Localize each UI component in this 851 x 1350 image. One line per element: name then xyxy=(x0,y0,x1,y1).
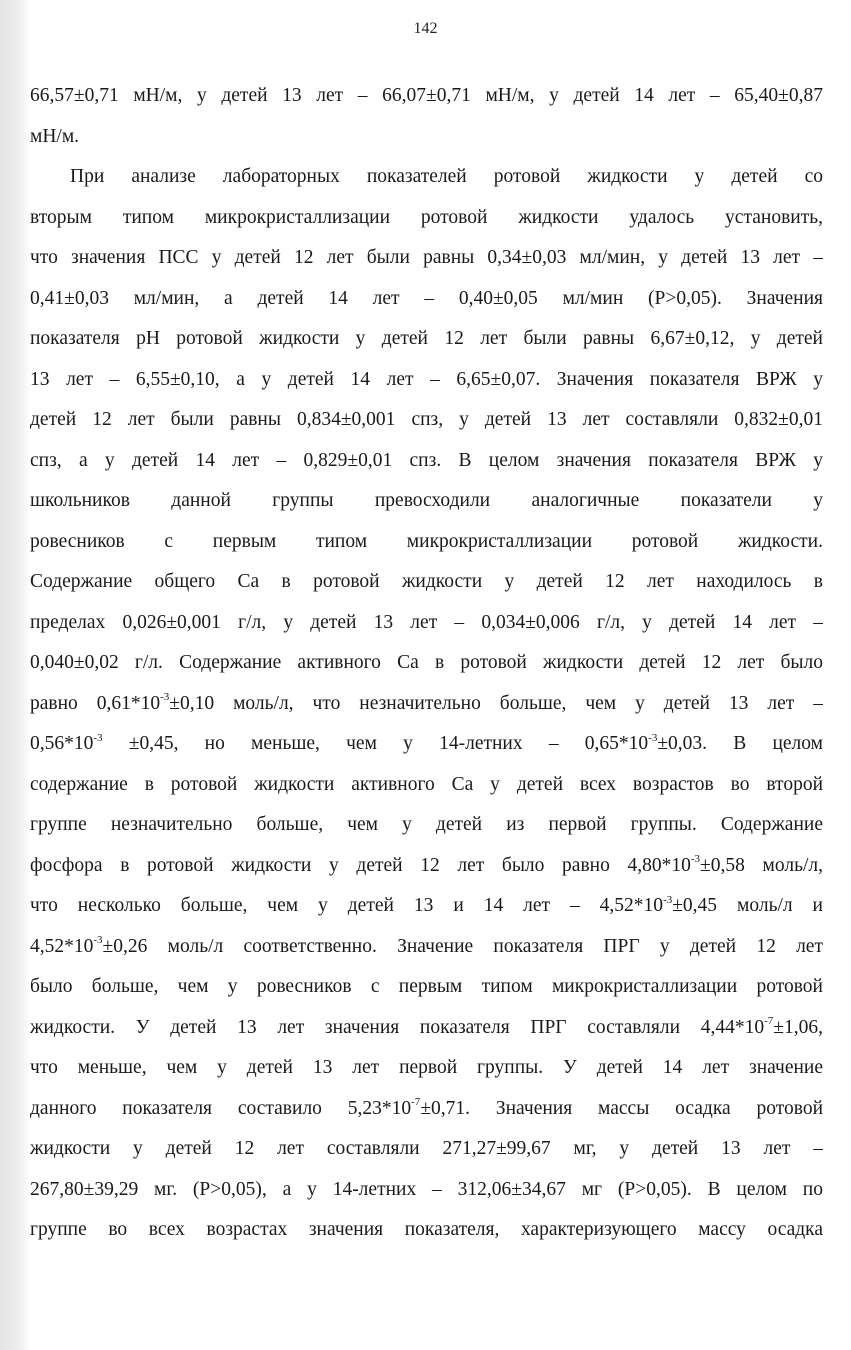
text-line xyxy=(30,1089,823,1130)
text-line: спз, а у детей 14 лет – 0,829±0,01 спз. В целом значения показателя ВРЖ у xyxy=(30,449,823,471)
text-line xyxy=(30,886,823,927)
text-fragment: ±0,26 моль/л соответственно. Значение показателя ПРГ у детей 12 лет xyxy=(102,935,823,957)
text-fragment: жидкости. У детей 13 лет значения показателя ПРГ составляли 4,44*10 xyxy=(30,1016,765,1038)
scan-shadow-edge xyxy=(0,0,30,1350)
text-line: группе во всех возрастах значения показателя, характеризующего массу осадка xyxy=(30,1219,823,1240)
text-line: пределах 0,026±0,001 г/л, у детей 13 лет – 0,034±0,006 г/л, у детей 14 лет – xyxy=(30,611,823,633)
text-fragment: равно 0,61*10 xyxy=(30,692,161,714)
text-line: 13 лет – 6,55±0,10, а у детей 14 лет – 6,65±0,07. Значения показателя ВРЖ у xyxy=(30,368,823,390)
text-line: 0,41±0,03 мл/мин, а детей 14 лет – 0,40±0,05 мл/мин (Р>0,05). Значения xyxy=(30,287,823,309)
exponent: -3 xyxy=(160,691,170,703)
text-line xyxy=(30,1008,823,1049)
text-line xyxy=(30,684,823,725)
exponent: -7 xyxy=(764,1015,774,1027)
exponent: -3 xyxy=(663,893,673,906)
text-line: что значения ПСС у детей 12 лет были равны 0,34±0,03 мл/мин, у детей 13 лет – xyxy=(30,247,823,268)
text-fragment: ±0,45, но меньше, чем у 14-летних – 0,65*10 xyxy=(102,733,649,754)
text-fragment: ±0,71. Значения массы осадка ротовой xyxy=(420,1097,823,1119)
text-fragment: 4,52*10 xyxy=(30,935,94,957)
text-line xyxy=(30,846,823,887)
text-line: жидкости у детей 12 лет составляли 271,27±99,67 мг, у детей 13 лет – xyxy=(30,1138,823,1159)
text-line: было больше, чем у ровесников с первым типом микрокристаллизации ротовой xyxy=(30,976,823,997)
text-line: Содержание общего Са в ротовой жидкости у детей 12 лет находилось в xyxy=(30,571,823,592)
exponent: -3 xyxy=(93,731,103,744)
text-fragment: данного показателя составило 5,23*10 xyxy=(30,1097,412,1119)
page-number: 142 xyxy=(413,20,438,37)
text-line: школьников данной группы превосходили аналогичные показатели у xyxy=(30,490,823,511)
text-line: что меньше, чем у детей 13 лет первой группы. У детей 14 лет значение xyxy=(30,1057,823,1078)
text-fragment: ±0,58 моль/л, xyxy=(700,854,823,876)
exponent: -3 xyxy=(93,934,103,946)
text-line: детей 12 лет были равны 0,834±0,001 спз, у детей 13 лет составляли 0,832±0,01 xyxy=(30,409,823,430)
text-line: ровесников с первым типом микрокристаллизации ротовой жидкости. xyxy=(30,530,823,552)
text-line: 0,040±0,02 г/л. Содержание активного Са в ротовой жидкости детей 12 лет было xyxy=(30,652,823,673)
text-fragment: 0,56*10 xyxy=(30,733,94,754)
text-fragment: ±0,03. В целом xyxy=(657,733,823,754)
text-line: показателя рН ротовой жидкости у детей 12 лет были равны 6,67±0,12, у детей xyxy=(30,328,823,349)
text-line: мН/м. xyxy=(30,125,80,147)
text-line: вторым типом микрокристаллизации ротовой жидкости удалось установить, xyxy=(30,206,823,228)
text-fragment: что несколько больше, чем у детей 13 и 14 лет – 4,52*10 xyxy=(30,895,664,916)
text-fragment: ±0,45 моль/л и xyxy=(672,895,823,916)
text-line: 267,80±39,29 мг. (Р>0,05), а у 14-летних – 312,06±34,67 мг (Р>0,05). В целом по xyxy=(30,1178,823,1200)
text-fragment: фосфора в ротовой жидкости у детей 12 лет было равно 4,80*10 xyxy=(30,854,691,876)
text-line xyxy=(30,724,823,765)
body-text xyxy=(30,76,823,1251)
text-line xyxy=(30,927,823,968)
exponent: -3 xyxy=(690,853,701,865)
exponent: -3 xyxy=(648,731,658,744)
text-line: При анализе лабораторных показателей ротовой жидкости у детей со xyxy=(70,166,823,187)
text-fragment: ±1,06, xyxy=(773,1016,823,1038)
text-line: группе незначительно больше, чем у детей из первой группы. Содержание xyxy=(30,814,823,835)
exponent: -7 xyxy=(411,1096,421,1108)
text-line: 66,57±0,71 мН/м, у детей 13 лет – 66,07±0,71 мН/м, у детей 14 лет – 65,40±0,87 xyxy=(30,85,823,106)
text-line: содержание в ротовой жидкости активного Са у детей всех возрастов во второй xyxy=(30,773,823,795)
text-fragment: ±0,10 моль/л, что незначительно больше, чем у детей 13 лет – xyxy=(169,692,823,714)
